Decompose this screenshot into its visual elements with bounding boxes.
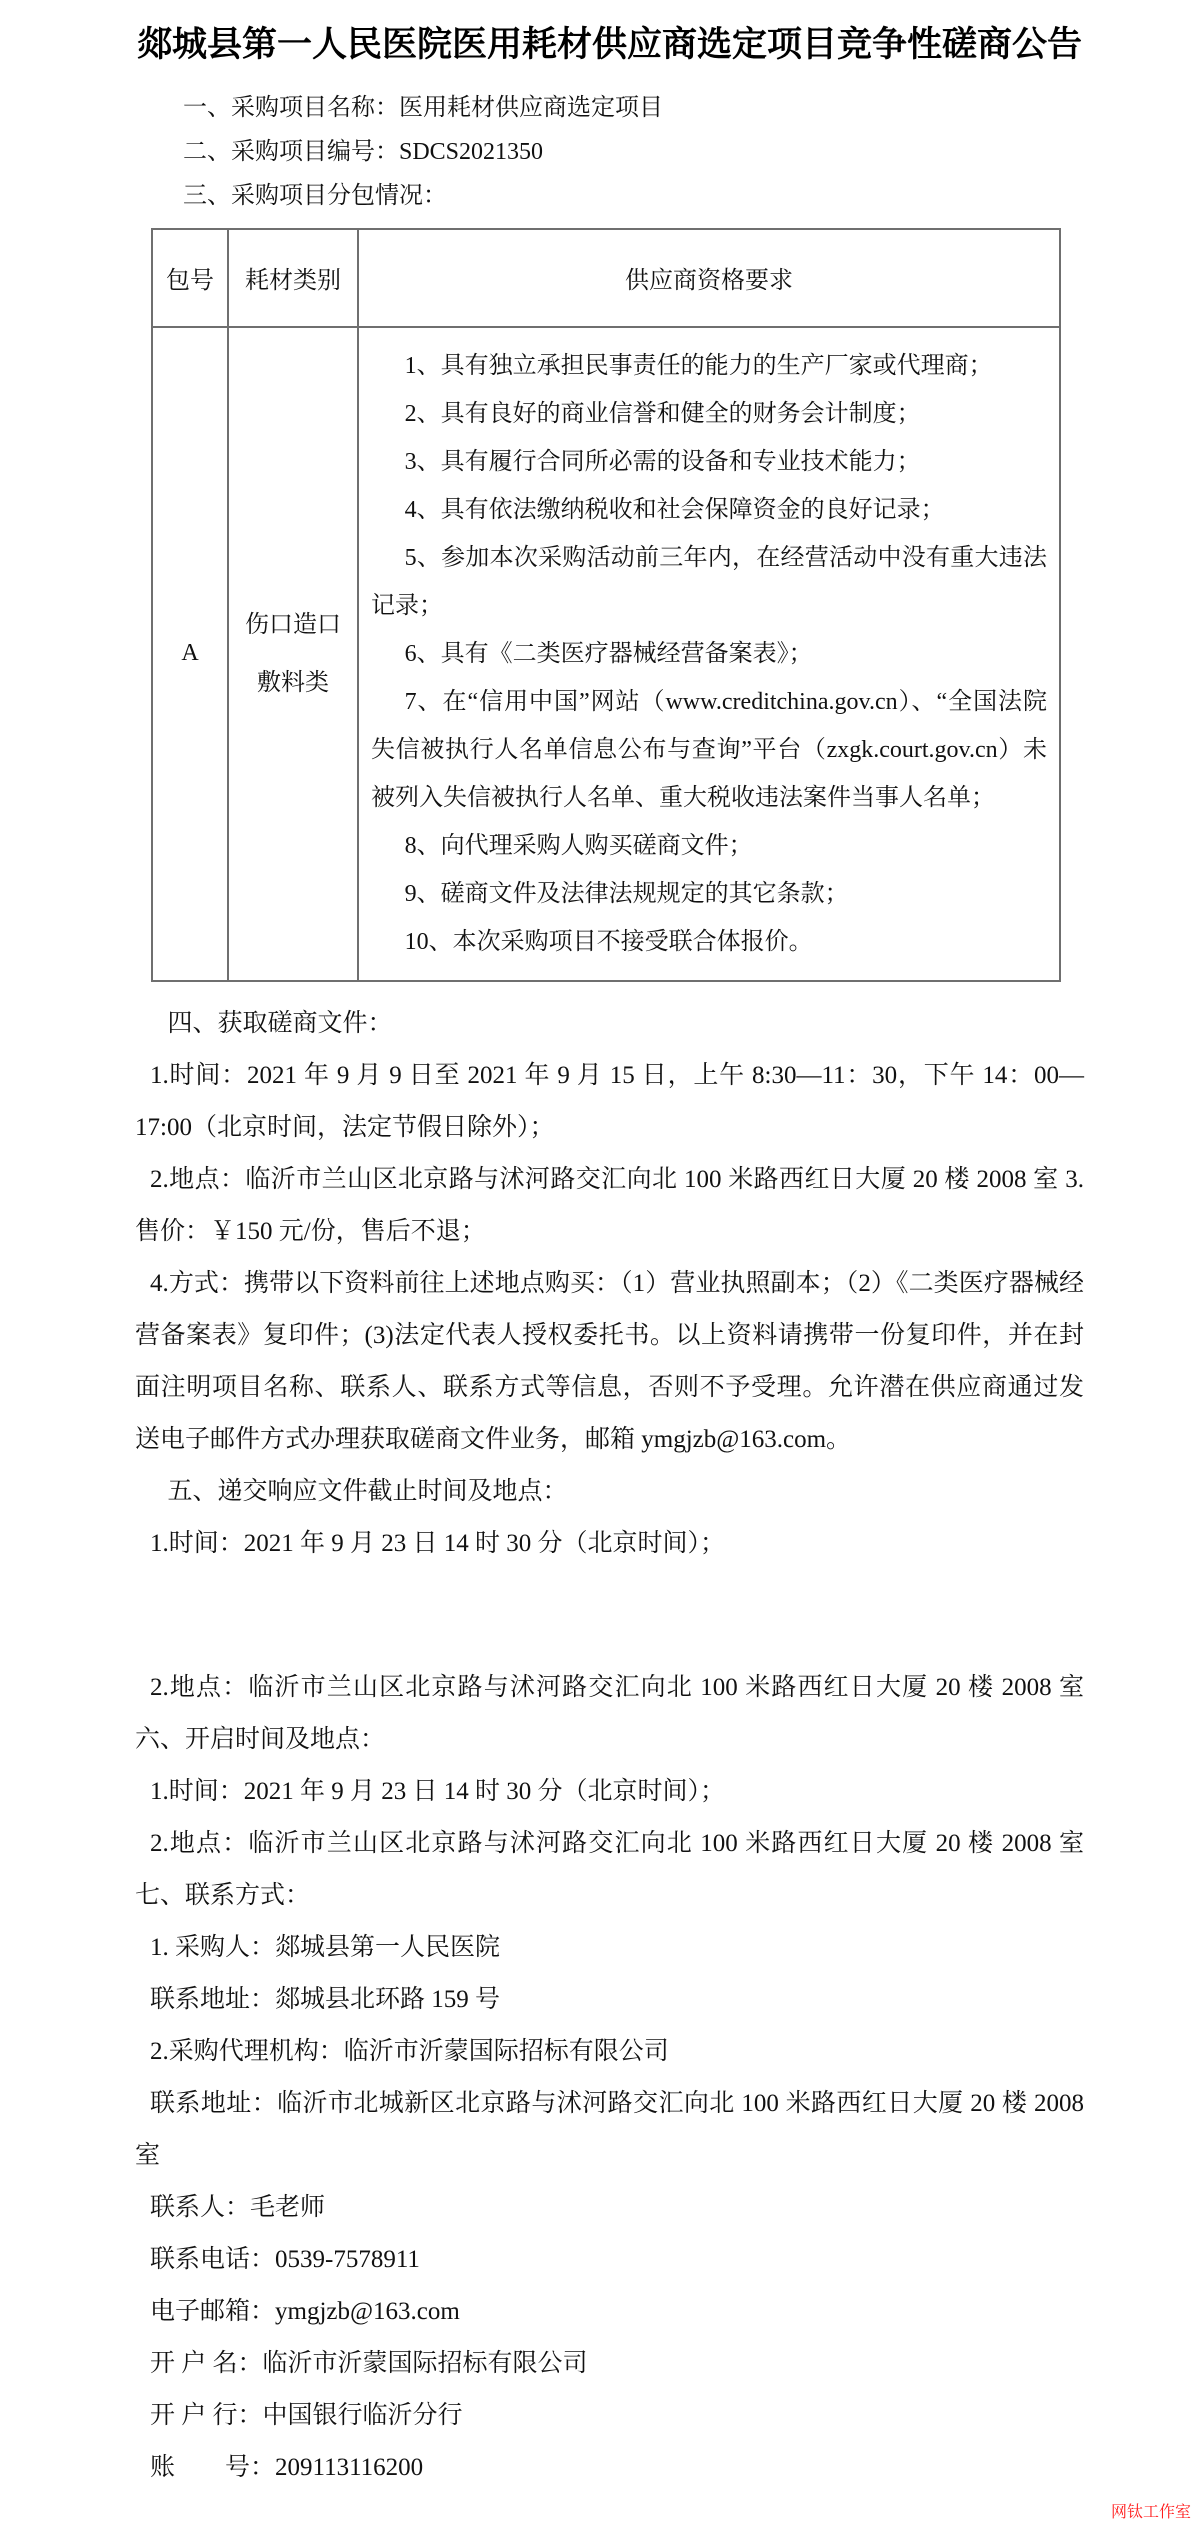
body-paragraph: 2.地点：临沂市兰山区北京路与沭河路交汇向北 100 米路西红日大厦 20 楼 2008 室七、联系方式：: [135, 1829, 1084, 1909]
category-line: 伤口造口: [245, 611, 341, 638]
intro-line: 二、采购项目编号：SDCS2021350: [183, 138, 544, 165]
body-paragraph: 账 号：209113116200: [150, 2453, 424, 2481]
requirement-item: 1、具有独立承担民事责任的能力的生产厂家或代理商；: [404, 352, 993, 379]
body-paragraph: 1.时间：2021 年 9 月 9 日至 2021 年 9 月 15 日，上午 8:30—11：30，下午 14：00—17:00（北京时间，法定节假日除外）；: [135, 1061, 1084, 1141]
body-paragraph: 联系地址：郯城县北环路 159 号: [150, 1985, 501, 2013]
body-paragraph: 开 户 名：临沂市沂蒙国际招标有限公司: [150, 2349, 588, 2377]
header-supplier-requirements: 供应商资格要求: [358, 229, 1060, 327]
requirements-cell: [358, 327, 1060, 981]
body-sections: [135, 998, 1084, 2494]
package-no-cell: A: [152, 327, 228, 981]
body-paragraph: 开 户 行：中国银行临沂分行: [150, 2401, 463, 2429]
body-paragraph: 2.地点：临沂市兰山区北京路与沭河路交汇向北 100 米路西红日大厦 20 楼 2008 室六、开启时间及地点：: [135, 1673, 1084, 1753]
category-line: 敷料类: [257, 669, 329, 696]
requirement-item: 5、参加本次采购活动前三年内，在经营活动中没有重大违法记录；: [371, 544, 1047, 619]
body-paragraph: 联系人：毛老师: [150, 2193, 326, 2221]
requirement-item: 2、具有良好的商业信誉和健全的财务会计制度；: [404, 400, 921, 427]
body-paragraph: 五、递交响应文件截止时间及地点：: [167, 1477, 568, 1505]
category-cell: [228, 327, 358, 981]
body-paragraph: 2.采购代理机构：临沂市沂蒙国际招标有限公司: [150, 2037, 669, 2065]
header-package-no: 包号: [152, 229, 228, 327]
body-paragraph: 四、获取磋商文件：: [167, 1009, 393, 1037]
body-paragraph: 1. 采购人：郯城县第一人民医院: [150, 1933, 501, 1961]
body-paragraph: 2.地点：临沂市兰山区北京路与沭河路交汇向北 100 米路西红日大厦 20 楼 2008 室 3.售价：￥150 元/份，售后不退；: [135, 1165, 1084, 1245]
requirement-item: 6、具有《二类医疗器械经营备案表》；: [404, 640, 813, 667]
page-title: 郯城县第一人民医院医用耗材供应商选定项目竞争性磋商公告: [136, 25, 1082, 64]
intro-line: 三、采购项目分包情况：: [183, 182, 447, 209]
header-category: 耗材类别: [228, 229, 358, 327]
body-paragraph: 联系地址：临沂市北城新区北京路与沭河路交汇向北 100 米路西红日大厦 20 楼 2008 室: [135, 2089, 1084, 2169]
intro-line: 一、采购项目名称：医用耗材供应商选定项目: [183, 94, 663, 121]
watermark: 网钛工作室: [1110, 2504, 1191, 2521]
intro-section: [135, 86, 1084, 218]
body-paragraph: 联系电话：0539-7578911: [150, 2245, 420, 2273]
requirement-item: 4、具有依法缴纳税收和社会保障资金的良好记录；: [404, 496, 945, 523]
package-table: [151, 228, 1061, 982]
body-paragraph: 4.方式：携带以下资料前往上述地点购买：（1）营业执照副本；（2）《二类医疗器械经营备案表》复印件；(3)法定代表人授权委托书。以上资料请携带一份复印件，并在封面注明项目名称、联系人、联系方式等信息，否则不予受理。允许潜在供应商通过发送电子邮件方式办理获取磋商文件业务，邮箱 ymgjzb@163.com。: [135, 1269, 1084, 1453]
table-header-row: [152, 229, 1060, 327]
requirement-item: 10、本次采购项目不接受联合体报价。: [404, 928, 813, 955]
requirement-item: 7、在“信用中国”网站（www.creditchina.gov.cn）、“全国法院失信被执行人名单信息公布与查询”平台（zxgk.court.gov.cn）未被列入失信被执行人名单、重大税收违法案件当事人名单；: [371, 688, 1047, 811]
requirement-item: 3、具有履行合同所必需的设备和专业技术能力；: [404, 448, 921, 475]
body-paragraph: 1.时间：2021 年 9 月 23 日 14 时 30 分（北京时间）；: [150, 1529, 726, 1557]
requirement-item: 9、磋商文件及法律法规规定的其它条款；: [404, 880, 849, 907]
requirement-item: 8、向代理采购人购买磋商文件；: [404, 832, 753, 859]
table-row: [152, 327, 1060, 981]
body-paragraph: 电子邮箱：ymgjzb@163.com: [150, 2297, 460, 2325]
body-paragraph: 1.时间：2021 年 9 月 23 日 14 时 30 分（北京时间）；: [150, 1777, 726, 1805]
